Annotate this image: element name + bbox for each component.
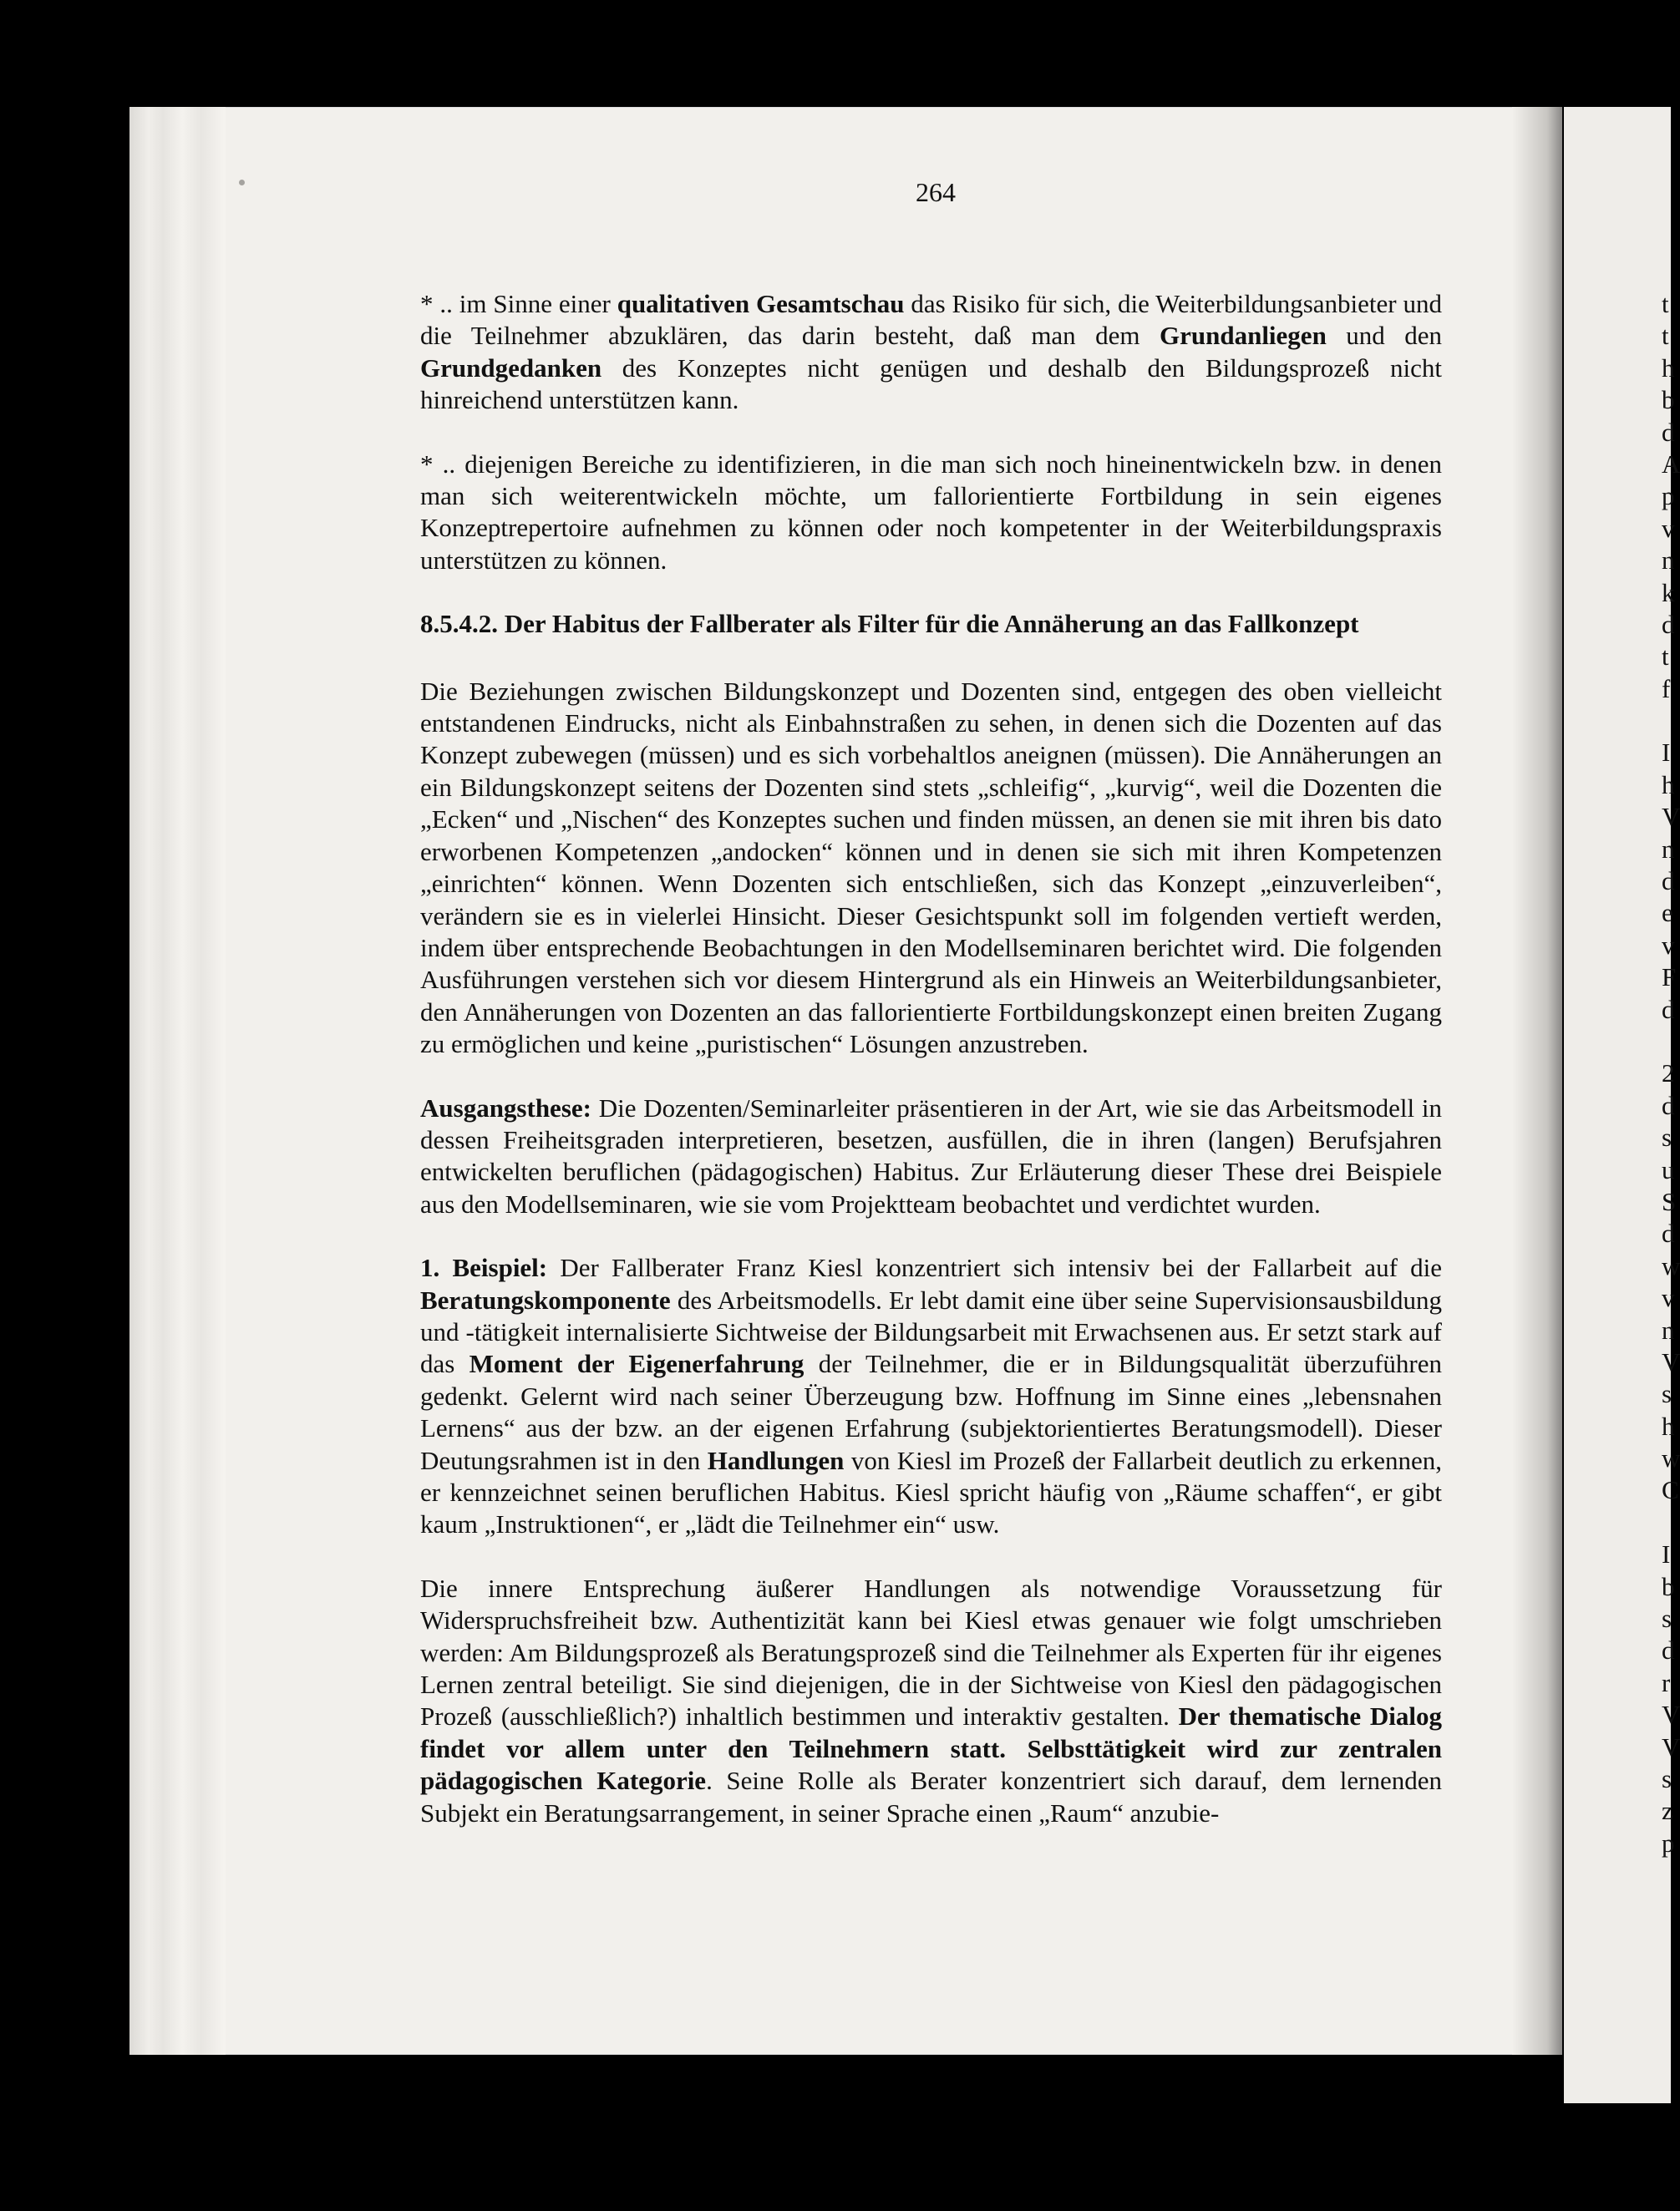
right-page-line-fragment: v xyxy=(1662,1283,1675,1313)
section-heading: 8.5.4.2. Der Habitus der Fallberater als Filter für die Annäherung an das Fallkonzept xyxy=(420,609,1359,639)
text-run: Der Fallberater Franz Kiesl konzentriert sich intensiv bei der Fallarbeit auf die xyxy=(547,1253,1442,1283)
right-page-line-fragment: w xyxy=(1662,1443,1680,1473)
right-page-line-fragment: V xyxy=(1662,1700,1680,1730)
bold-term: qualitativen Gesamtschau xyxy=(617,289,905,318)
right-page-line-fragment: V xyxy=(1662,802,1680,832)
right-page-line-fragment: F xyxy=(1662,962,1677,992)
right-page-line-fragment: d xyxy=(1662,609,1675,639)
right-page-line-fragment: b xyxy=(1662,385,1675,415)
right-page-line-fragment: p xyxy=(1662,481,1675,511)
right-page-line-fragment: s xyxy=(1662,1763,1672,1793)
right-page-line-fragment: 2 xyxy=(1662,1058,1675,1088)
text-run: .. diejenigen Bereiche zu identifizieren, in die man sich noch hineinentwickeln bzw. in denen man sich weiterentwickeln möchte, um fallorientierte Fortbildung in sein eigenes Konzeptrepertoire aufnehmen zu können oder noch kompetenter in der Weiterbildungspraxis unterstützen zu können. xyxy=(420,449,1442,575)
bullet-item-2 xyxy=(420,449,1442,577)
bold-term: Handlungen xyxy=(707,1445,845,1475)
binding-dot xyxy=(239,180,245,185)
right-page-line-fragment: v xyxy=(1662,513,1675,543)
right-page-line-fragment: d xyxy=(1662,866,1675,896)
text-run: .. im Sinne einer xyxy=(433,289,617,318)
bold-term: Beratungskomponente xyxy=(420,1285,671,1315)
right-page-line-fragment: h xyxy=(1662,769,1675,799)
paragraph-4 xyxy=(420,1573,1442,1829)
right-page-line-fragment: h xyxy=(1662,1411,1675,1441)
text-run: Die Dozenten/Seminarleiter präsentieren in der Art, wie sie das Arbeitsmodell in dessen Freiheitsgraden interpretieren, besetzen, ausfüllen, die in ihren (langen) Berufsjahren entwickelten beruflichen (pädagogischen) Habitus. Zur Erläuterung dieser These drei Beispiele aus den Modellseminaren, wie sie vom Projektteam beobachtet und verdichtet wurden. xyxy=(420,1093,1442,1219)
right-page-line-fragment: t xyxy=(1662,289,1669,318)
right-page-line-fragment: v xyxy=(1662,930,1675,960)
right-page-line-fragment: I xyxy=(1662,1539,1671,1570)
right-page-line-fragment xyxy=(1662,1026,1680,1057)
right-page-line-fragment: w xyxy=(1662,1250,1680,1280)
right-page-line-fragment: S xyxy=(1662,1186,1677,1216)
bold-term: Der thematische Dialog findet vor allem unter den Teilnehmern statt. Selbsttätigkeit wird zur zentralen pädagogischen Kategorie xyxy=(420,1701,1442,1796)
text-run: der Teilnehmer, die er in Bildungsqualität überzuführen gedenkt. Gelernt wird nach seiner Überzeugung bzw. Hoffnung im Sinne eines „lebensnahen Lernens“ aus der bzw. an der eigenen Erfahrung (subjektorientiertes Beratungsmodell). Dieser Deutungsrahmen ist in den xyxy=(420,1349,1442,1475)
right-page-text-edge xyxy=(1662,288,1680,1859)
right-page-line-fragment: I xyxy=(1662,738,1671,768)
right-page-line-fragment: d xyxy=(1662,417,1675,447)
bullet-marker: * xyxy=(420,449,434,479)
paragraph-1: Die Beziehungen zwischen Bildungskonzept und Dozenten sind, entgegen des oben vielleicht entstandenen Eindrucks, nicht als Einbahnstraßen zu sehen, in denen sich die Dozenten auf das Konzept zubewegen (müssen) und es sich vorbehaltlos aneignen (müssen). Die Annäherungen an ein Bildungskonzept seitens der Dozenten sind stets „schleifig“, „kurvig“, weil die Dozenten die „Ecken“ und „Nischen“ des Konzeptes suchen und finden müssen, an denen sie mit ihren bis dato erworbenen Kompetenzen „andocken“ können und in denen sie sich mit ihren Kompetenzen „einrichten“ können. Wenn Dozenten sich entschließen, sich das Konzept „einzuverleiben“, verändern sie es in vielerlei Hinsicht. Dieser Gesichtspunkt soll im folgenden vertieft werden, indem über entsprechende Beobachtungen in den Modellseminaren berichtet wird. Die folgenden Ausführungen verstehen sich vor diesem Hintergrund als ein Hinweis an Weiterbildungsanbieter, den Annäherungen von Dozenten an das fallorientierte Fortbildungskonzept einen breiten Zugang zu ermöglichen und keine „puristischen“ Lösungen anzustreben. xyxy=(420,676,1442,1059)
bold-term: Grundgedanken xyxy=(420,352,602,383)
text-run: das Risiko für sich, die Weiterbildungsanbieter und die Teilnehmer abzuklären, das darin besteht, daß man dem xyxy=(420,289,1442,351)
right-page-line-fragment: f xyxy=(1662,673,1671,703)
bullet-marker: * xyxy=(420,289,434,318)
right-page-line-fragment: n xyxy=(1662,545,1675,576)
right-page-line-fragment: n xyxy=(1662,834,1675,864)
right-page-line-fragment: z xyxy=(1662,1796,1673,1826)
text-run: des Konzeptes nicht genügen und deshalb den Bildungsprozeß nicht hinreichend unterstützen kann. xyxy=(420,352,1442,415)
right-page-line-fragment: s xyxy=(1662,1123,1672,1153)
right-page-line-fragment: u xyxy=(1662,1154,1675,1184)
right-page-line-fragment: V xyxy=(1662,1346,1680,1377)
right-page xyxy=(1564,107,1671,2103)
right-page-line-fragment: h xyxy=(1662,352,1675,383)
bold-term: Moment der Eigenerfahrung xyxy=(469,1349,804,1379)
page-number: 264 xyxy=(916,177,956,207)
right-page-line-fragment: r xyxy=(1662,1667,1671,1697)
right-page-line-fragment: s xyxy=(1662,1379,1672,1409)
right-page-line-fragment: d xyxy=(1662,1090,1675,1120)
right-page-line-fragment: A xyxy=(1662,449,1680,479)
paragraph-label: 1. Beispiel: xyxy=(420,1253,548,1283)
page-stack-edge xyxy=(129,107,226,2055)
right-page-line-fragment: s xyxy=(1662,1604,1672,1634)
right-page-line-fragment: p xyxy=(1662,1828,1675,1858)
right-page-line-fragment: d xyxy=(1662,994,1675,1024)
right-page-line-fragment: d xyxy=(1662,1219,1675,1249)
right-page-line-fragment: b xyxy=(1662,1571,1675,1601)
right-page-line-fragment: t xyxy=(1662,641,1669,672)
text-run: und den xyxy=(1326,321,1442,351)
right-page-line-fragment: n xyxy=(1662,1315,1675,1345)
paragraph-2 xyxy=(420,1093,1442,1221)
book-gutter xyxy=(1512,107,1562,2055)
text-run: . Seine Rolle als Berater konzentriert sich darauf, dem lernenden Subjekt ein Beratungsarrangement, in seiner Sprache einen „Raum“ anzubie- xyxy=(420,1766,1442,1828)
text-run: von Kiesl im Prozeß der Fallarbeit deutlich zu erkennen, er kennzeichnet seinen beruflichen Habitus. Kiesl spricht häufig von „Räume schaffen“, er gibt kaum „Instruktionen“, er „lädt die Teilnehmer ein“ usw. xyxy=(420,1445,1442,1539)
right-page-line-fragment: k xyxy=(1662,577,1675,607)
text-run: des Arbeitsmodells. Er lebt damit eine über seine Supervisionsausbildung und -tätigkeit internalisierte Sichtweise der Bildungsarbeit mit Erwachsenen aus. Er setzt stark auf das xyxy=(420,1285,1442,1379)
right-page-line-fragment: C xyxy=(1662,1475,1679,1505)
bullet-item-1 xyxy=(420,288,1442,417)
paragraph-3 xyxy=(420,1252,1442,1541)
right-page-line-fragment xyxy=(1662,1507,1680,1539)
bold-term: Grundanliegen xyxy=(1159,321,1327,351)
right-page-line-fragment: t xyxy=(1662,321,1669,351)
paragraph-label: Ausgangsthese: xyxy=(420,1093,591,1123)
right-page-line-fragment: d xyxy=(1662,1635,1675,1666)
page-body xyxy=(420,288,1442,1829)
text-run: Die innere Entsprechung äußerer Handlungen als notwendige Voraussetzung für Widerspruchsfreiheit bzw. Authentizität kann bei Kiesl etwas genauer wie folgt umschrieben werden: Am Bildungsprozeß als Beratungsprozeß sind die Teilnehmer als Experten für ihr eigenes Lernen zentral beteiligt. Sie sind diejenigen, die in der Sichtweise von Kiesl den pädagogischen Prozeß (ausschließlich?) inhaltlich bestimmen und interaktiv gestalten. xyxy=(420,1573,1442,1732)
right-page-line-fragment: V xyxy=(1662,1732,1680,1762)
right-page-line-fragment: e xyxy=(1662,898,1673,928)
right-page-line-fragment xyxy=(1662,705,1680,737)
